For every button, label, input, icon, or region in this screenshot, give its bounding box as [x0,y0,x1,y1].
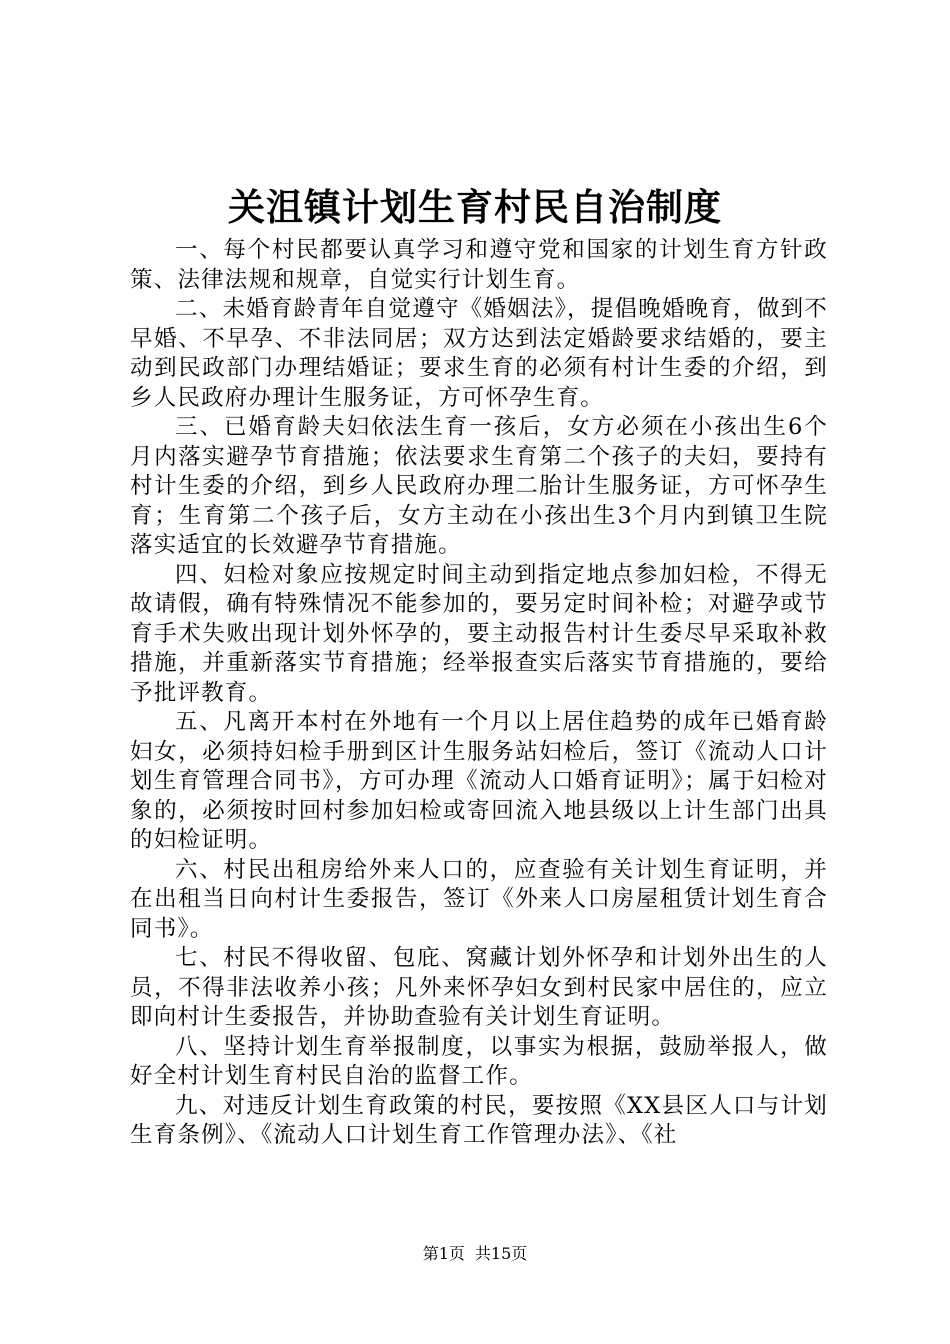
paragraph-3: 三、已婚育龄夫妇依法生育一孩后，女方必须在小孩出生6个月内落实避孕节育措施；依法要求生育第二个孩子的夫妇，要持有村计生委的介绍，到乡人民政府办理二胎计生服务证，方可怀孕生育；生育第二个孩子后，女方主动在小孩出生3个月内到镇卫生院落实适宜的长效避孕节育措施。 [130,414,828,558]
page-footer [0,1243,950,1265]
paragraph-2: 二、未婚育龄青年自觉遵守《婚姻法》，提倡晚婚晚育，做到不早婚、不早孕、不非法同居；双方达到法定婚龄要求结婚的，要主动到民政部门办理结婚证；要求生育的必须有村计生委的介绍，到乡人民政府办理计生服务证，方可怀孕生育。 [130,296,828,411]
paragraph-5: 五、凡离开本村在外地有一个月以上居住趋势的成年已婚育龄妇女，必须持妇检手册到区计生服务站妇检后，签订《流动人口计划生育管理合同书》，方可办理《流动人口婚育证明》；属于妇检对象的，必须按时回村参加妇检或寄回流入地县级以上计生部门出具的妇检证明。 [130,709,828,853]
document-body [130,236,828,1151]
page-number: 第1页 [422,1244,465,1263]
paragraph-7: 七、村民不得收留、包庇、窝藏计划外怀孕和计划外出生的人员，不得非法收养小孩；凡外来怀孕妇女到村民家中居住的，应立即向村计生委报告，并协助查验有关计划生育证明。 [130,945,828,1030]
paragraph-1: 一、每个村民都要认真学习和遵守党和国家的计划生育方针政策、法律法规和规章，自觉实行计划生育。 [130,237,828,293]
paragraph-6: 六、村民出租房给外来人口的，应查验有关计划生育证明，并在出租当日向村计生委报告，签订《外来人口房屋租赁计划生育合同书》。 [130,856,828,942]
paragraph-9: 九、对违反计划生育政策的村民，要按照《XX县区人口与计划生育条例》、《流动人口计划生育工作管理办法》、《社 [130,1092,828,1148]
page-total: 共15页 [474,1244,528,1263]
paragraph-8: 八、坚持计划生育举报制度，以事实为根据，鼓励举报人，做好全村计划生育村民自治的监督工作。 [130,1033,828,1089]
paragraph-4: 四、妇检对象应按规定时间主动到指定地点参加妇检，不得无故请假，确有特殊情况不能参加的，要另定时间补检；对避孕或节育手术失败出现计划外怀孕的，要主动报告村计生委尽早采取补救措施，并重新落实节育措施；经举报查实后落实节育措施的，要给予批评教育。 [130,561,828,706]
document-title: 关沮镇计划生育村民自治制度 [228,185,722,229]
